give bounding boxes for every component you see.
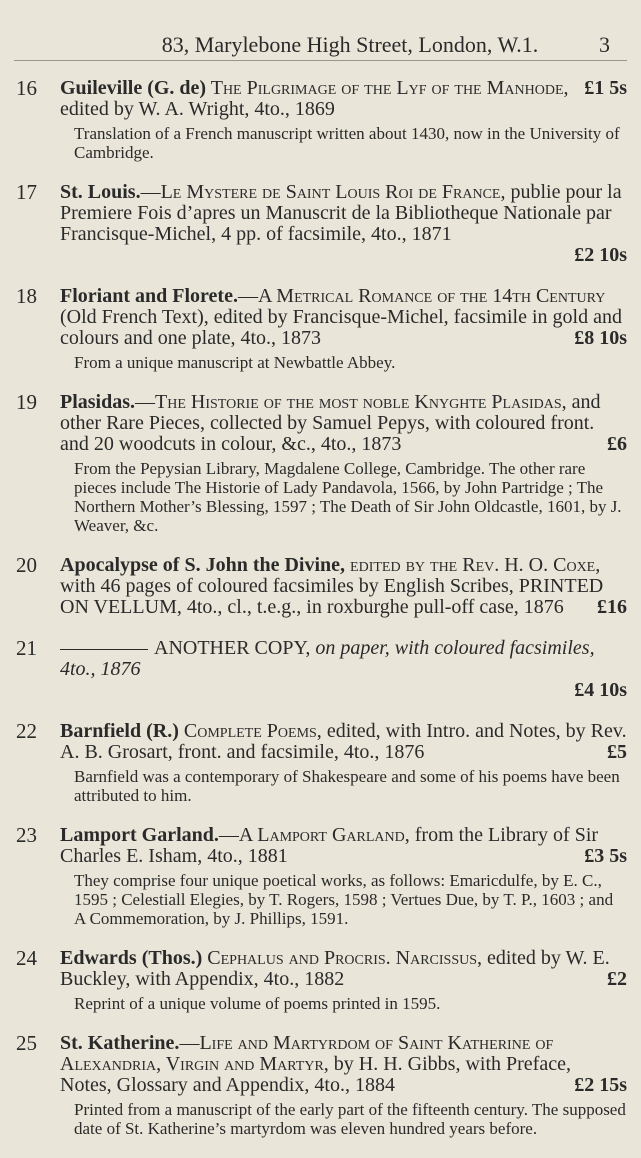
header-rule [14,60,627,61]
entry-number: 18 [16,284,37,308]
entry-note: Printed from a manuscript of the early part of the fifteenth century. The supposed date of St. Katherine’s martyrdom was eleven hundred years before. [74,1100,626,1138]
entry-details: (Old French Text), edited by Francisque-Michel, facsimile in gold and colours and one plate, 4to., 1873 [60,306,622,349]
entry-author: Floriant and Florete. [60,285,238,307]
entry-note: Translation of a French manuscript written about 1430, now in the University of Cambridge. [74,124,620,162]
entry-title: —A Metrical Romance of the 14th Century [237,285,606,307]
entry-number: 20 [16,553,37,577]
entry [14,825,627,928]
entry-details: publie pour la Premiere Fois d’apres un Manuscrit de la Bibliotheque Nationale par Francisque-Michel, 4 pp. of facsimile, 4to., 1871 [60,181,622,245]
entry-price: £2 15s [574,1074,627,1096]
entry-details: edited by W. A. Wright, 4to., 1869 [60,98,335,120]
page-header [90,32,610,58]
entry-title: Cephalus and Procris. Narcissus, [202,947,482,969]
page-number: 3 [599,32,610,57]
header-title: 83, Marylebone High Street, London, W.1. [161,32,539,57]
entry [14,638,627,701]
entry-author: St. Louis. [60,181,141,203]
entry-details: from the Library of Sir Charles E. Isham, 4to., 1881 [60,824,599,867]
entry-number: 24 [16,946,37,970]
entry-details: edited, with Intro. and Notes, by Rev. A. B. Grosart, front. and facsimile, 4to., 1876 [60,720,627,763]
entry-note: From a unique manuscript at Newbattle Abbey. [74,353,396,372]
entry-number: 19 [16,390,37,414]
entry-number: 22 [16,719,37,743]
entry-number: 23 [16,823,37,847]
entry-details: with 46 pages of coloured facsimiles by English Scribes, PRINTED ON VELLUM, 4to., cl., t.e.g., in roxburghe pull-off case, 1876 [60,575,604,618]
entry-details: by H. H. Gibbs, with Preface, Notes, Glossary and Appendix, 4to., 1884 [60,1053,571,1096]
entry-price: £5 [607,741,627,763]
entry-title: —A Lamport Garland, [218,824,410,846]
entry-price: £2 [607,968,627,990]
entry [14,555,627,618]
entry-title: ANOTHER COPY, [154,637,311,659]
entry-number: 25 [16,1031,37,1055]
entry-price: £3 5s [584,845,627,867]
entry-author: Barnfield (R.) [60,720,179,742]
entry-title: Complete Poems, [178,720,322,742]
entry-title: —The Historie of the most noble Knyghte Plasidas, [135,391,567,413]
entry-title: edited by the Rev. H. O. Coxe, [345,554,601,576]
entry-details: on paper, with coloured facsimiles, 4to., 1876 [60,637,595,680]
ditto-dash [60,649,148,650]
entry-number: 17 [16,180,37,204]
entry-note: They comprise four unique poetical works, as follows: Emaricdulfe, by E. C., 1595 ; Celestiall Elegies, by T. Rogers, 1598 ; Vertues Due, by T. P., 1603 ; and A Commemoration, by J. Phillips, 1591. [74,871,614,928]
entry [14,721,627,805]
entry-price: £16 [597,596,627,618]
entry-title: The Pilgrimage of the Lyf of the Manhode, [206,77,569,99]
entry-author: Edwards (Thos.) [60,947,203,969]
entry-details: and other Rare Pieces, collected by Samuel Pepys, with coloured front. and 20 woodcuts in colour, &c., 4to., 1873 [60,391,601,455]
entry-author: Plasidas. [60,391,136,413]
entry-note: Reprint of a unique volume of poems printed in 1595. [74,994,441,1013]
entry-price: £4 10s [574,679,627,701]
entry [14,392,627,535]
entry-number: 16 [16,76,37,100]
entry-author: Guileville (G. de) [60,77,207,99]
entry [14,78,627,162]
entry-title: —Le Mystere de Saint Louis Roi de France, [140,181,506,203]
entries-list [14,78,627,1158]
entry-author: St. Katherine. [60,1032,180,1054]
entry [14,182,627,266]
entry-title: —Life and Martyrdom of Saint Katherine of Alexandria, Virgin and Martyr, [60,1032,554,1075]
entry-price: £8 10s [574,327,627,349]
entry-price: £2 10s [574,244,627,266]
entry-note: Barnfield was a contemporary of Shakespeare and some of his poems have been attributed to him. [74,767,620,805]
entry-details: edited by W. E. Buckley, with Appendix, 4to., 1882 [60,947,610,990]
entry-author: Lamport Garland. [60,824,219,846]
entry-number: 21 [16,636,37,660]
entry [14,286,627,372]
entry-price: £6 [607,433,627,455]
entry [14,948,627,1013]
entry-note: From the Pepysian Library, Magdalene College, Cambridge. The other rare pieces include The Historie of Lady Pandavola, 1566, by John Partridge ; The Northern Mother’s Blessing, 1597 ; The Death of Sir John Oldcastle, 1601, by J. Weaver, &c. [74,459,622,535]
entry-price: £1 5s [584,77,627,99]
entry [14,1033,627,1138]
entry-author: Apocalypse of S. John the Divine, [60,554,346,576]
